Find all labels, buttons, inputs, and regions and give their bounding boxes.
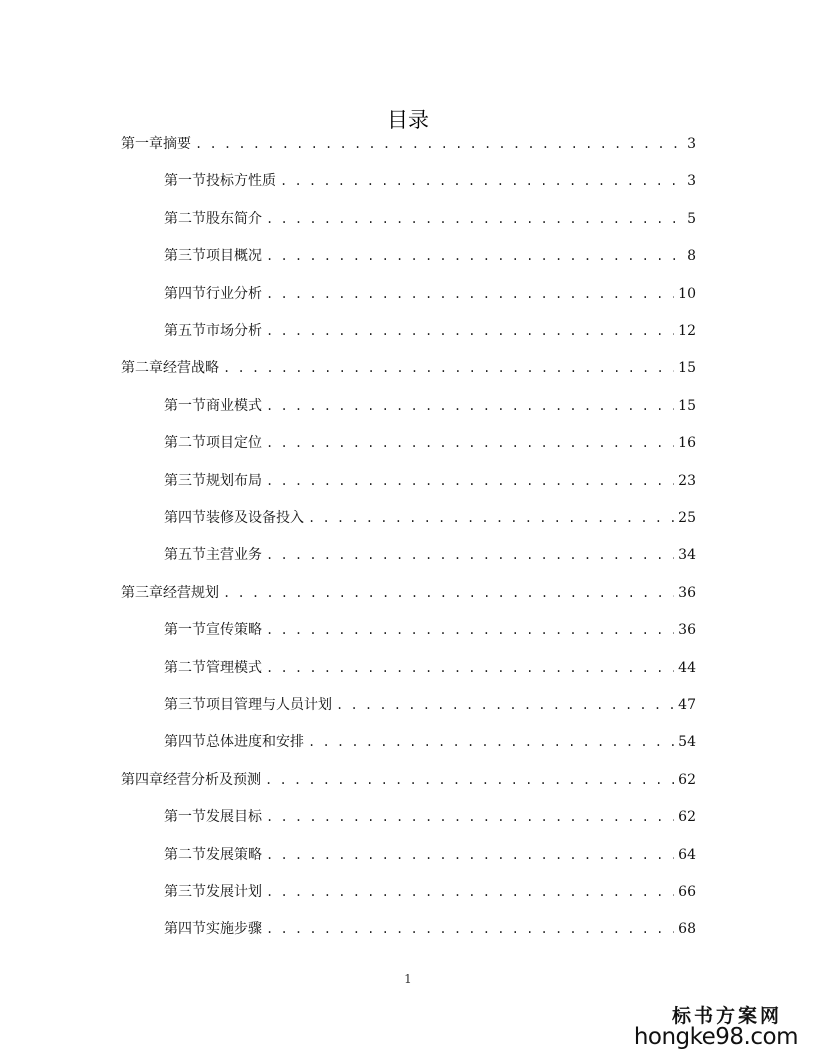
toc-entry-title: 第一节宣传策略 bbox=[164, 622, 262, 639]
toc-entry[interactable] bbox=[164, 389, 696, 415]
toc-leader-dots bbox=[266, 883, 674, 901]
toc-leader-dots bbox=[266, 397, 674, 415]
toc-entry[interactable] bbox=[164, 314, 696, 340]
toc-entry-page: 10 bbox=[678, 285, 696, 302]
toc-entry-title: 第四章经营分析及预测 bbox=[121, 771, 261, 788]
toc-leader-dots bbox=[280, 172, 682, 190]
toc-entry-title: 第五节市场分析 bbox=[164, 323, 262, 339]
toc-entry[interactable] bbox=[164, 725, 696, 751]
toc-entry[interactable] bbox=[164, 202, 696, 228]
toc-entry[interactable] bbox=[164, 838, 696, 864]
toc-entry-page: 15 bbox=[678, 360, 696, 377]
toc-entry-page: 34 bbox=[678, 547, 696, 564]
toc-leader-dots bbox=[195, 135, 682, 153]
toc-entry-page: 68 bbox=[678, 921, 696, 938]
toc-entry-title: 第二节管理模式 bbox=[164, 659, 262, 676]
toc-entry-title: 第三节发展计划 bbox=[164, 884, 262, 900]
toc-leader-dots bbox=[266, 621, 674, 639]
toc-entry-page: 66 bbox=[678, 884, 696, 900]
toc-entry[interactable] bbox=[121, 576, 696, 602]
toc-entry-page: 12 bbox=[678, 323, 696, 339]
toc-entry-page: 36 bbox=[678, 622, 696, 639]
toc-entry-page: 44 bbox=[678, 659, 696, 676]
toc-entry[interactable] bbox=[121, 127, 696, 153]
toc-leader-dots bbox=[308, 733, 674, 751]
toc-entry-title: 第二章经营战略 bbox=[121, 360, 219, 377]
toc-entry-page: 15 bbox=[678, 397, 696, 414]
toc-entry-title: 第三节规划布局 bbox=[164, 472, 262, 489]
toc-leader-dots bbox=[336, 696, 674, 714]
toc-leader-dots bbox=[266, 247, 682, 265]
toc-entry[interactable] bbox=[164, 651, 696, 677]
toc-entry-title: 第四节实施步骤 bbox=[164, 921, 262, 938]
toc-entry-page: 3 bbox=[687, 136, 696, 152]
toc-entry-title: 第一章摘要 bbox=[121, 136, 191, 152]
toc-leader-dots bbox=[308, 509, 674, 527]
toc-entry-title: 第四节总体进度和安排 bbox=[164, 734, 304, 751]
toc-entry[interactable] bbox=[164, 277, 696, 303]
toc-leader-dots bbox=[265, 771, 674, 789]
toc-entry[interactable] bbox=[121, 763, 696, 789]
toc-entry-title: 第二节股东简介 bbox=[164, 210, 262, 227]
toc-entry[interactable] bbox=[164, 875, 696, 901]
toc-entry[interactable] bbox=[164, 688, 696, 714]
toc-leader-dots bbox=[266, 659, 674, 677]
toc-leader-dots bbox=[266, 434, 674, 452]
toc-leader-dots bbox=[266, 546, 674, 564]
toc-entry-title: 第一节投标方性质 bbox=[164, 173, 276, 190]
toc-entry-page: 8 bbox=[687, 248, 696, 265]
toc-leader-dots bbox=[223, 359, 674, 377]
toc-entry-page: 16 bbox=[678, 435, 696, 452]
toc-entry[interactable] bbox=[164, 912, 696, 938]
toc-entry[interactable] bbox=[164, 239, 696, 265]
toc-leader-dots bbox=[266, 322, 674, 340]
toc-entry[interactable] bbox=[164, 800, 696, 826]
toc-entry-title: 第一节发展目标 bbox=[164, 809, 262, 826]
toc-entry[interactable] bbox=[164, 538, 696, 564]
toc-title: 目录 bbox=[387, 108, 429, 132]
toc-entry-title: 第三节项目概况 bbox=[164, 248, 262, 265]
toc-entry-page: 54 bbox=[678, 734, 696, 751]
toc-entry-title: 第四节行业分析 bbox=[164, 285, 262, 302]
toc-leader-dots bbox=[266, 285, 674, 303]
toc-entry[interactable] bbox=[164, 501, 696, 527]
toc-entry-title: 第二节项目定位 bbox=[164, 435, 262, 452]
toc-entry-title: 第一节商业模式 bbox=[164, 397, 262, 414]
toc-entry-page: 64 bbox=[678, 846, 696, 863]
watermark-brand: 标书方案网 bbox=[671, 1005, 782, 1027]
toc-entry-title: 第三节项目管理与人员计划 bbox=[164, 697, 332, 713]
watermark-url: hongke98.com bbox=[633, 1024, 798, 1050]
toc-leader-dots bbox=[266, 472, 674, 490]
toc-leader-dots bbox=[266, 808, 674, 826]
toc-entry-title: 第四节装修及设备投入 bbox=[164, 510, 304, 526]
toc-entry-page: 3 bbox=[687, 173, 696, 190]
toc-entry-page: 5 bbox=[687, 210, 696, 227]
toc-entry-page: 62 bbox=[678, 771, 696, 788]
toc-leader-dots bbox=[266, 920, 674, 938]
toc-entry-title: 第三章经营规划 bbox=[121, 584, 219, 601]
toc-entry[interactable] bbox=[121, 351, 696, 377]
page-number: 1 bbox=[404, 972, 412, 986]
toc-leader-dots bbox=[223, 584, 674, 602]
toc-leader-dots bbox=[266, 846, 674, 864]
toc-leader-dots bbox=[266, 210, 682, 228]
toc-entry-page: 23 bbox=[678, 472, 696, 489]
toc-entry-title: 第五节主营业务 bbox=[164, 547, 262, 564]
toc-entry-page: 62 bbox=[678, 809, 696, 826]
toc-entry[interactable] bbox=[164, 426, 696, 452]
toc-entry[interactable] bbox=[164, 164, 696, 190]
toc-entry-title: 第二节发展策略 bbox=[164, 846, 262, 863]
toc-entry-page: 36 bbox=[678, 584, 696, 601]
toc-entry[interactable] bbox=[164, 613, 696, 639]
toc-entry-page: 47 bbox=[678, 697, 696, 713]
toc-entry[interactable] bbox=[164, 464, 696, 490]
toc-entry-page: 25 bbox=[678, 510, 696, 526]
